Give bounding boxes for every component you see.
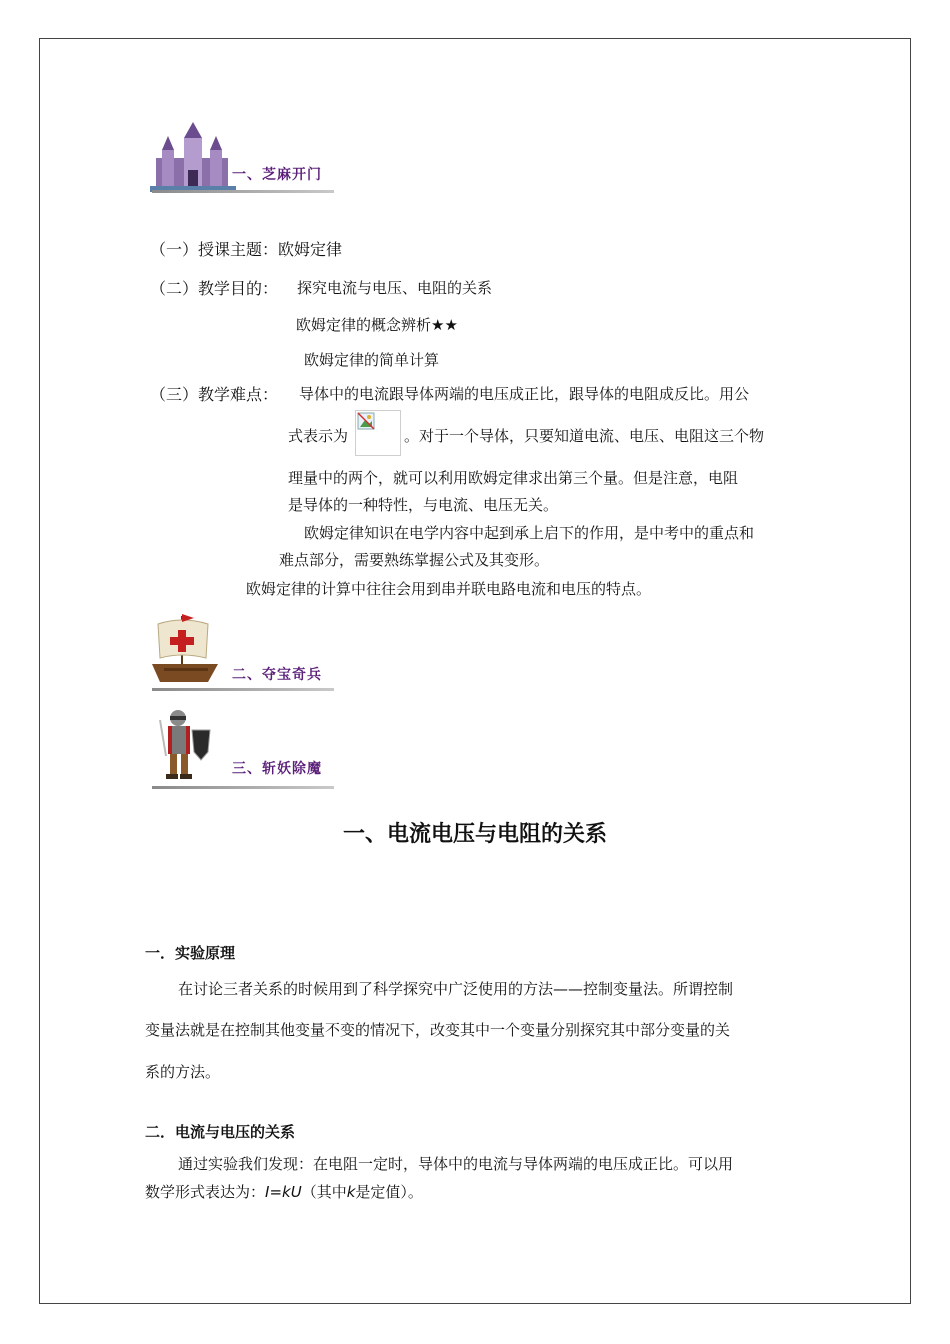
goal-item: 探究电流与电压、电阻的关系 <box>297 279 493 297</box>
subsection-heading: 二．电流与电压的关系 <box>145 1123 296 1141</box>
difficulty-line: 欧姆定律知识在电学内容中起到承上启下的作用，是中考中的重点和 <box>304 524 755 542</box>
banner-slay-demons <box>148 706 338 786</box>
formula-image <box>355 410 401 456</box>
banner-divider <box>152 786 334 789</box>
banner-treasure-hunt <box>148 612 338 692</box>
topic-row <box>150 237 342 260</box>
formula-prefix: 数学形式表达为： <box>145 1183 266 1201</box>
constant-symbol: k <box>346 1183 356 1201</box>
topic-label: （一）授课主题： <box>150 240 279 259</box>
paragraph-line: 通过实验我们发现：在电阻一定时，导体中的电流与导体两端的电压成正比。可以用 <box>178 1155 734 1173</box>
knight-icon <box>148 706 228 784</box>
paragraph-line: 系的方法。 <box>145 1063 221 1081</box>
banner-label: 二、夺宝奇兵 <box>232 667 322 683</box>
banner-divider <box>152 688 334 691</box>
banner-label: 三、斩妖除魔 <box>232 761 322 777</box>
banner-open-sesame <box>148 120 338 200</box>
goal-label: （二）教学目的： <box>150 279 279 298</box>
goal-item: 欧姆定律的概念辨析★★ <box>296 316 458 334</box>
subsection-heading: 一．实验原理 <box>145 944 236 962</box>
ship-icon <box>148 612 228 688</box>
section-title: 一、电流电压与电阻的关系 <box>342 822 607 847</box>
difficulty-line: 难点部分，需要熟练掌握公式及其变形。 <box>279 551 550 569</box>
banner-label: 一、芝麻开门 <box>232 167 322 183</box>
topic-value: 欧姆定律 <box>278 240 343 259</box>
formula-text: I=kU <box>265 1183 302 1201</box>
difficulty-line: 导体中的电流跟导体两端的电压成正比，跟导体的电阻成反比。用公 <box>299 385 750 403</box>
difficulty-line: 理量中的两个，就可以利用欧姆定律求出第三个量。但是注意，电阻 <box>288 469 739 487</box>
paragraph-line <box>145 1181 423 1202</box>
goal-item: 欧姆定律的简单计算 <box>304 351 440 369</box>
banner-divider <box>152 190 334 193</box>
paragraph-line: 变量法就是在控制其他变量不变的情况下，改变其中一个变量分别探究其中部分变量的关 <box>145 1021 731 1039</box>
difficulty-line: 是导体的一种特性，与电流、电压无关。 <box>288 496 559 514</box>
castle-icon <box>148 120 238 196</box>
formula-note: （其中 <box>301 1183 347 1201</box>
difficulty-line: 欧姆定律的计算中往往会用到串并联电路电流和电压的特点。 <box>246 580 652 598</box>
difficulty-line: 。对于一个导体，只要知道电流、电压、电阻这三个物 <box>404 427 765 445</box>
formula-suffix: 是定值）。 <box>355 1183 423 1201</box>
difficulty-label: （三）教学难点： <box>150 385 279 404</box>
paragraph-line: 在讨论三者关系的时候用到了科学探究中广泛使用的方法——控制变量法。所谓控制 <box>178 980 734 998</box>
difficulty-line: 式表示为 <box>288 427 349 445</box>
broken-image-icon <box>356 411 400 455</box>
